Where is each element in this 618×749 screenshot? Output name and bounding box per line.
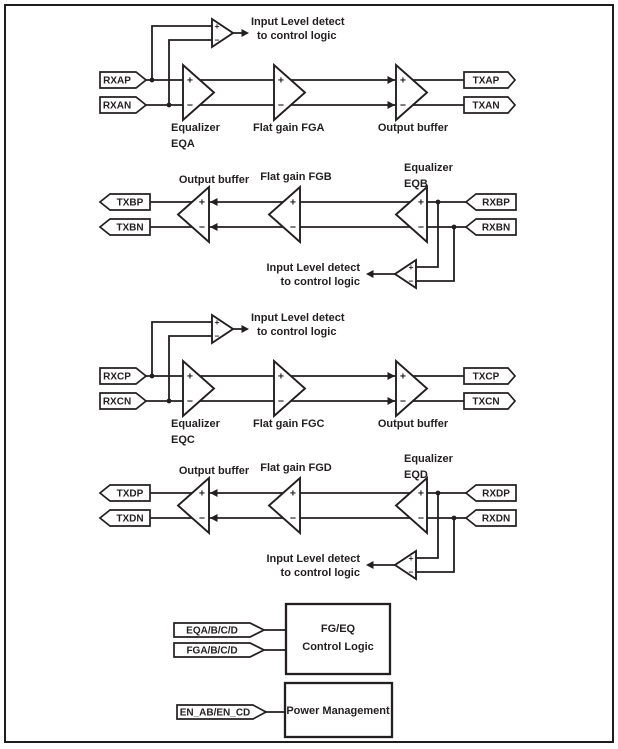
output-buffer-c-label: Output buffer — [377, 418, 449, 430]
flat-gain-fga-triangle — [274, 65, 305, 120]
flat-gain-fgd-triangle — [269, 478, 300, 533]
fg-eq-control-logic-section — [174, 604, 390, 674]
fg-eq-box-label-line1: FG/EQ — [320, 623, 356, 635]
plus-sign: + — [277, 74, 285, 87]
minus-sign: − — [214, 35, 220, 45]
flat-gain-fgb-triangle — [269, 187, 300, 242]
plus-sign: + — [408, 262, 414, 272]
pin-fg-abcd-label: FGA/B/C/D — [186, 645, 238, 657]
junction-dot — [167, 103, 172, 108]
pin-txap-label: TXAP — [472, 75, 500, 87]
arrowhead — [366, 270, 374, 278]
minus-sign: − — [399, 99, 407, 112]
detect-d-label-line1: Input Level detect — [266, 553, 360, 565]
fg-eq-control-logic-box — [286, 604, 390, 674]
plus-sign: + — [289, 196, 297, 209]
pin-rxbp-label: RXBP — [482, 197, 510, 209]
minus-sign: − — [186, 99, 194, 112]
pin-txbp-label: TXBP — [116, 197, 144, 209]
plus-sign: + — [214, 317, 220, 327]
equalizer-eqc-triangle — [183, 361, 214, 416]
equalizer-a-label-line2: EQA — [171, 138, 195, 150]
plus-sign: + — [289, 487, 297, 500]
pin-txan-label: TXAN — [472, 100, 500, 112]
detect-c-label-line2: to control logic — [257, 326, 337, 338]
plus-sign: + — [214, 21, 220, 31]
plus-sign: + — [399, 370, 407, 383]
detect-a-label-line1: Input Level detect — [251, 16, 345, 28]
equalizer-eqa-triangle — [183, 65, 214, 120]
channel-a — [100, 16, 515, 150]
equalizer-b-label-line1: Equalizer — [404, 162, 453, 174]
junction-dot — [452, 516, 457, 521]
minus-sign: − — [289, 512, 297, 525]
junction-dot — [150, 78, 155, 83]
plus-sign: + — [417, 196, 425, 209]
plus-sign: + — [186, 74, 194, 87]
flat-gain-c-label: Flat gain FGC — [253, 418, 325, 430]
arrowhead — [210, 198, 218, 206]
minus-sign: − — [198, 221, 206, 234]
detect-b-label-line2: to control logic — [280, 276, 360, 288]
junction-dot — [436, 200, 441, 205]
pin-rxdn-label: RXDN — [481, 513, 511, 525]
minus-sign: − — [198, 512, 206, 525]
output-buffer-b-label: Output buffer — [178, 174, 250, 186]
output-buffer-d-label: Output buffer — [178, 465, 250, 477]
minus-sign: − — [408, 567, 414, 577]
arrowhead — [242, 325, 250, 333]
flat-gain-fgc-triangle — [274, 361, 305, 416]
pin-rxan-label: RXAN — [102, 100, 132, 112]
pin-eq-abcd-label: EQA/B/C/D — [186, 625, 238, 637]
minus-sign: − — [417, 512, 425, 525]
plus-sign: + — [198, 196, 206, 209]
equalizer-eqb-triangle — [396, 187, 427, 242]
minus-sign: − — [277, 99, 285, 112]
minus-sign: − — [399, 395, 407, 408]
pin-rxcn-label: RXCN — [102, 396, 132, 408]
power-management-section — [177, 683, 392, 737]
pin-rxcp-label: RXCP — [103, 371, 131, 383]
detect-d-label-line2: to control logic — [280, 567, 360, 579]
fg-eq-box-label-line2: Control Logic — [302, 641, 374, 653]
pin-rxdp-label: RXDP — [482, 488, 510, 500]
pin-txdn-label: TXDN — [116, 513, 144, 525]
arrowhead — [388, 101, 396, 109]
pin-txbn-label: TXBN — [116, 222, 144, 234]
plus-sign: + — [198, 487, 206, 500]
arrowhead — [210, 489, 218, 497]
plus-sign: + — [399, 74, 407, 87]
flat-gain-d-label: Flat gain FGD — [260, 462, 332, 474]
equalizer-c-label-line1: Equalizer — [171, 418, 220, 430]
minus-sign: − — [214, 331, 220, 341]
equalizer-b-label-line2: EQB — [404, 178, 428, 190]
equalizer-eqd-triangle — [396, 478, 427, 533]
pin-rxap-label: RXAP — [103, 75, 131, 87]
output-buffer-a-label: Output buffer — [377, 122, 449, 134]
plus-sign: + — [417, 487, 425, 500]
detect-c-label-line1: Input Level detect — [251, 312, 345, 324]
equalizer-a-label-line1: Equalizer — [171, 122, 220, 134]
plus-sign: + — [186, 370, 194, 383]
minus-sign: − — [277, 395, 285, 408]
arrowhead — [366, 561, 374, 569]
detect-b-label-line1: Input Level detect — [266, 262, 360, 274]
junction-dot — [452, 225, 457, 230]
plus-sign: + — [408, 553, 414, 563]
equalizer-c-label-line2: EQC — [171, 434, 195, 446]
minus-sign: − — [186, 395, 194, 408]
power-management-label: Power Management — [286, 705, 390, 717]
arrowhead — [388, 372, 396, 380]
output-buffer-b-triangle — [178, 187, 209, 242]
arrowhead — [388, 397, 396, 405]
equalizer-d-label-line2: EQD — [404, 469, 428, 481]
minus-sign: − — [417, 221, 425, 234]
control-logic-wires — [264, 630, 286, 650]
pin-txcn-label: TXCN — [472, 396, 500, 408]
channel-c — [100, 312, 515, 446]
arrowhead — [242, 29, 250, 37]
output-buffer-a-triangle — [396, 65, 427, 120]
plus-sign: + — [277, 370, 285, 383]
minus-sign: − — [408, 276, 414, 286]
output-buffer-d-triangle — [178, 478, 209, 533]
arrowhead — [210, 514, 218, 522]
channel-d — [100, 453, 516, 579]
pin-en-ab-en-cd-label: EN_AB/EN_CD — [179, 707, 251, 719]
channel-b — [100, 162, 516, 288]
detect-a-label-line2: to control logic — [257, 30, 337, 42]
junction-dot — [167, 399, 172, 404]
pin-txcp-label: TXCP — [472, 371, 500, 383]
output-buffer-c-triangle — [396, 361, 427, 416]
flat-gain-a-label: Flat gain FGA — [253, 122, 325, 134]
equalizer-d-label-line1: Equalizer — [404, 453, 453, 465]
junction-dot — [436, 491, 441, 496]
arrowhead — [388, 76, 396, 84]
arrowhead — [210, 223, 218, 231]
minus-sign: − — [289, 221, 297, 234]
flat-gain-b-label: Flat gain FGB — [260, 171, 332, 183]
junction-dot — [150, 374, 155, 379]
pin-rxbn-label: RXBN — [481, 222, 511, 234]
pin-txdp-label: TXDP — [116, 488, 144, 500]
